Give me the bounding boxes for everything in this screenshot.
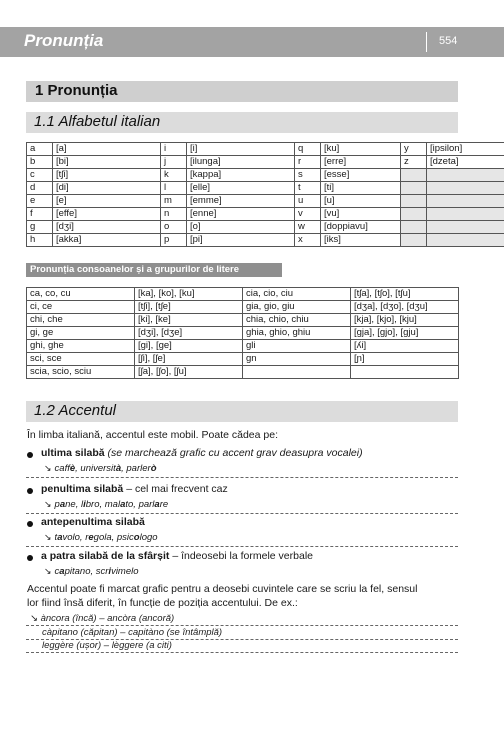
consonant-row bbox=[27, 327, 459, 340]
paragraph-line-1: Accentul poate fi marcat grafic pentru a deosebi cuvintele care se scriu la fel, sensul bbox=[27, 583, 418, 595]
alphabet-letter: o bbox=[161, 221, 187, 234]
dotted-divider bbox=[26, 625, 458, 626]
bullet-description: – îndeosebi la formele verbale bbox=[169, 550, 313, 562]
alphabet-pronunciation: [kappa] bbox=[187, 169, 295, 182]
bullet-text bbox=[41, 516, 145, 528]
homograph-example bbox=[42, 627, 222, 638]
group-pronunciation: [ɲ] bbox=[351, 353, 459, 366]
group-pronunciation bbox=[351, 366, 459, 379]
consonants-title-bar bbox=[26, 263, 282, 277]
alphabet-pronunciation bbox=[427, 221, 504, 234]
alphabet-pronunciation: [o] bbox=[187, 221, 295, 234]
alphabet-letter: k bbox=[161, 169, 187, 182]
arrow-icon: ↘ bbox=[44, 499, 52, 509]
bullet-example: ↘ pane, libro, malato, parlare bbox=[44, 499, 169, 510]
paragraph-line-2: lor fiind însă diferit, în funcție de poziția accentului. De ex.: bbox=[27, 597, 298, 609]
letter-group bbox=[243, 366, 351, 379]
alphabet-letter bbox=[401, 208, 427, 221]
letter-group: chia, chio, chiu bbox=[243, 314, 351, 327]
section-1-1-heading bbox=[26, 112, 458, 133]
bullet-example: ↘ caffè, università, parlerò bbox=[44, 463, 157, 474]
alphabet-pronunciation: [doppiavu] bbox=[321, 221, 401, 234]
alphabet-row bbox=[27, 221, 504, 234]
group-pronunciation: [kja], [kjo], [kju] bbox=[351, 314, 459, 327]
bullet-term: ultima silabă bbox=[41, 447, 105, 459]
letter-group: gi, ge bbox=[27, 327, 135, 340]
alphabet-letter: y bbox=[401, 143, 427, 156]
alphabet-letter: x bbox=[295, 234, 321, 247]
alphabet-pronunciation bbox=[427, 169, 504, 182]
alphabet-pronunciation bbox=[427, 182, 504, 195]
bullet-example: ↘ tavolo, regola, psicologo bbox=[44, 532, 158, 543]
alphabet-letter: q bbox=[295, 143, 321, 156]
letter-group: ghi, ghe bbox=[27, 340, 135, 353]
section-1-2-title: 1.2 Accentul bbox=[34, 402, 116, 419]
group-pronunciation: [ʃa], [ʃo], [ʃu] bbox=[135, 366, 243, 379]
alphabet-letter: s bbox=[295, 169, 321, 182]
alphabet-letter: c bbox=[27, 169, 53, 182]
bullet-dot bbox=[27, 555, 33, 561]
alphabet-letter bbox=[401, 169, 427, 182]
alphabet-table bbox=[26, 142, 504, 247]
alphabet-row bbox=[27, 143, 504, 156]
alphabet-row bbox=[27, 208, 504, 221]
alphabet-row bbox=[27, 182, 504, 195]
alphabet-letter bbox=[401, 221, 427, 234]
group-pronunciation: [ki], [ke] bbox=[135, 314, 243, 327]
section-1-heading bbox=[26, 81, 458, 102]
alphabet-letter bbox=[401, 234, 427, 247]
consonant-row bbox=[27, 314, 459, 327]
alphabet-letter: m bbox=[161, 195, 187, 208]
page-header bbox=[0, 27, 504, 57]
alphabet-letter bbox=[401, 195, 427, 208]
arrow-icon: ↘ bbox=[44, 463, 52, 473]
header-separator bbox=[426, 32, 427, 52]
alphabet-letter: e bbox=[27, 195, 53, 208]
alphabet-letter: r bbox=[295, 156, 321, 169]
alphabet-letter: j bbox=[161, 156, 187, 169]
alphabet-pronunciation: [esse] bbox=[321, 169, 401, 182]
alphabet-letter: w bbox=[295, 221, 321, 234]
letter-group: ca, co, cu bbox=[27, 288, 135, 301]
letter-group: gn bbox=[243, 353, 351, 366]
consonant-row bbox=[27, 301, 459, 314]
alphabet-letter: i bbox=[161, 143, 187, 156]
alphabet-pronunciation: [effe] bbox=[53, 208, 161, 221]
alphabet-pronunciation: [tʃi] bbox=[53, 169, 161, 182]
alphabet-letter: z bbox=[401, 156, 427, 169]
letter-group: cia, cio, ciu bbox=[243, 288, 351, 301]
alphabet-row bbox=[27, 156, 504, 169]
section-1-2-heading bbox=[26, 401, 458, 422]
group-pronunciation: [gja], [gjo], [gju] bbox=[351, 327, 459, 340]
alphabet-letter bbox=[401, 182, 427, 195]
alphabet-letter: v bbox=[295, 208, 321, 221]
alphabet-pronunciation: [erre] bbox=[321, 156, 401, 169]
alphabet-pronunciation: [ilunga] bbox=[187, 156, 295, 169]
alphabet-letter: h bbox=[27, 234, 53, 247]
bullet-description: – cel mai frecvent caz bbox=[123, 483, 228, 495]
alphabet-pronunciation: [emme] bbox=[187, 195, 295, 208]
bullet-example: ↘ capitano, scrivimelo bbox=[44, 566, 139, 577]
alphabet-pronunciation: [ti] bbox=[321, 182, 401, 195]
homograph-example bbox=[30, 613, 174, 624]
alphabet-pronunciation: [bi] bbox=[53, 156, 161, 169]
letter-group: gli bbox=[243, 340, 351, 353]
group-pronunciation: [dʒi], [dʒe] bbox=[135, 327, 243, 340]
alphabet-pronunciation: [akka] bbox=[53, 234, 161, 247]
letter-group: scia, scio, sciu bbox=[27, 366, 135, 379]
homograph-pair: càpitano (căpitan) – capitàno (se întâmplă) bbox=[42, 627, 223, 638]
group-pronunciation: [ʃi], [ʃe] bbox=[135, 353, 243, 366]
alphabet-letter: p bbox=[161, 234, 187, 247]
alphabet-letter: u bbox=[295, 195, 321, 208]
dotted-divider bbox=[26, 477, 458, 478]
arrow-icon: ↘ bbox=[44, 566, 52, 576]
homograph-pair: àncora (încă) – ancòra (ancoră) bbox=[40, 613, 175, 624]
alphabet-pronunciation bbox=[427, 208, 504, 221]
letter-group: sci, sce bbox=[27, 353, 135, 366]
bullet-text bbox=[41, 483, 228, 495]
dotted-divider bbox=[26, 546, 458, 547]
consonant-row bbox=[27, 288, 459, 301]
alphabet-letter: g bbox=[27, 221, 53, 234]
alphabet-letter: l bbox=[161, 182, 187, 195]
section-1-1-title: 1.1 Alfabetul italian bbox=[34, 113, 161, 130]
alphabet-pronunciation: [ku] bbox=[321, 143, 401, 156]
alphabet-letter: f bbox=[27, 208, 53, 221]
page-number: 554 bbox=[439, 35, 458, 47]
alphabet-letter: a bbox=[27, 143, 53, 156]
alphabet-pronunciation: [elle] bbox=[187, 182, 295, 195]
letter-group: ci, ce bbox=[27, 301, 135, 314]
alphabet-pronunciation: [dʒi] bbox=[53, 221, 161, 234]
bullet-term: a patra silabă de la sfârșit bbox=[41, 550, 170, 562]
letter-group: chi, che bbox=[27, 314, 135, 327]
bullet-description: (se marchează grafic cu accent grav deasupra vocalei) bbox=[104, 447, 363, 459]
alphabet-letter: t bbox=[295, 182, 321, 195]
section-1-title: 1 Pronunția bbox=[35, 82, 118, 99]
letter-group: ghia, ghio, ghiu bbox=[243, 327, 351, 340]
group-pronunciation: [gi], [ge] bbox=[135, 340, 243, 353]
alphabet-pronunciation bbox=[427, 234, 504, 247]
arrow-icon: ↘ bbox=[30, 613, 41, 624]
alphabet-pronunciation: [pi] bbox=[187, 234, 295, 247]
homograph-example bbox=[42, 640, 172, 651]
alphabet-row bbox=[27, 195, 504, 208]
bullet-text bbox=[41, 447, 363, 459]
alphabet-pronunciation: [vu] bbox=[321, 208, 401, 221]
alphabet-pronunciation: [iks] bbox=[321, 234, 401, 247]
bullet-term: penultima silabă bbox=[41, 483, 124, 495]
group-pronunciation: [ka], [ko], [ku] bbox=[135, 288, 243, 301]
letter-group: gia, gio, giu bbox=[243, 301, 351, 314]
bullet-term: antepenultima silabă bbox=[41, 516, 145, 528]
dotted-divider bbox=[26, 652, 458, 653]
alphabet-pronunciation bbox=[427, 195, 504, 208]
arrow-icon: ↘ bbox=[44, 532, 52, 542]
alphabet-pronunciation: [i] bbox=[187, 143, 295, 156]
consonants-title: Pronunția consoanelor și a grupurilor de litere bbox=[30, 264, 240, 275]
bullet-text bbox=[41, 550, 313, 562]
alphabet-pronunciation: [u] bbox=[321, 195, 401, 208]
alphabet-letter: d bbox=[27, 182, 53, 195]
group-pronunciation: [ʎi] bbox=[351, 340, 459, 353]
bullet-dot bbox=[27, 521, 33, 527]
consonants-table bbox=[26, 287, 459, 379]
alphabet-letter: n bbox=[161, 208, 187, 221]
dotted-divider bbox=[26, 513, 458, 514]
bullet-dot bbox=[27, 452, 33, 458]
consonant-row bbox=[27, 366, 459, 379]
group-pronunciation: [tʃi], [tʃe] bbox=[135, 301, 243, 314]
consonant-row bbox=[27, 340, 459, 353]
alphabet-row bbox=[27, 169, 504, 182]
alphabet-pronunciation: [enne] bbox=[187, 208, 295, 221]
alphabet-pronunciation: [dzeta] bbox=[427, 156, 504, 169]
group-pronunciation: [tʃa], [tʃo], [tʃu] bbox=[351, 288, 459, 301]
intro-text: În limba italiană, accentul este mobil. Poate cădea pe: bbox=[27, 429, 278, 441]
alphabet-pronunciation: [a] bbox=[53, 143, 161, 156]
header-title: Pronunția bbox=[24, 31, 104, 50]
alphabet-pronunciation: [e] bbox=[53, 195, 161, 208]
bullet-dot bbox=[27, 488, 33, 494]
alphabet-pronunciation: [ipsilon] bbox=[427, 143, 504, 156]
alphabet-letter: b bbox=[27, 156, 53, 169]
alphabet-pronunciation: [di] bbox=[53, 182, 161, 195]
group-pronunciation: [dʒa], [dʒo], [dʒu] bbox=[351, 301, 459, 314]
homograph-pair: leggère (ușor) – lèggere (a citi) bbox=[42, 640, 172, 651]
alphabet-row bbox=[27, 234, 504, 247]
consonant-row bbox=[27, 353, 459, 366]
